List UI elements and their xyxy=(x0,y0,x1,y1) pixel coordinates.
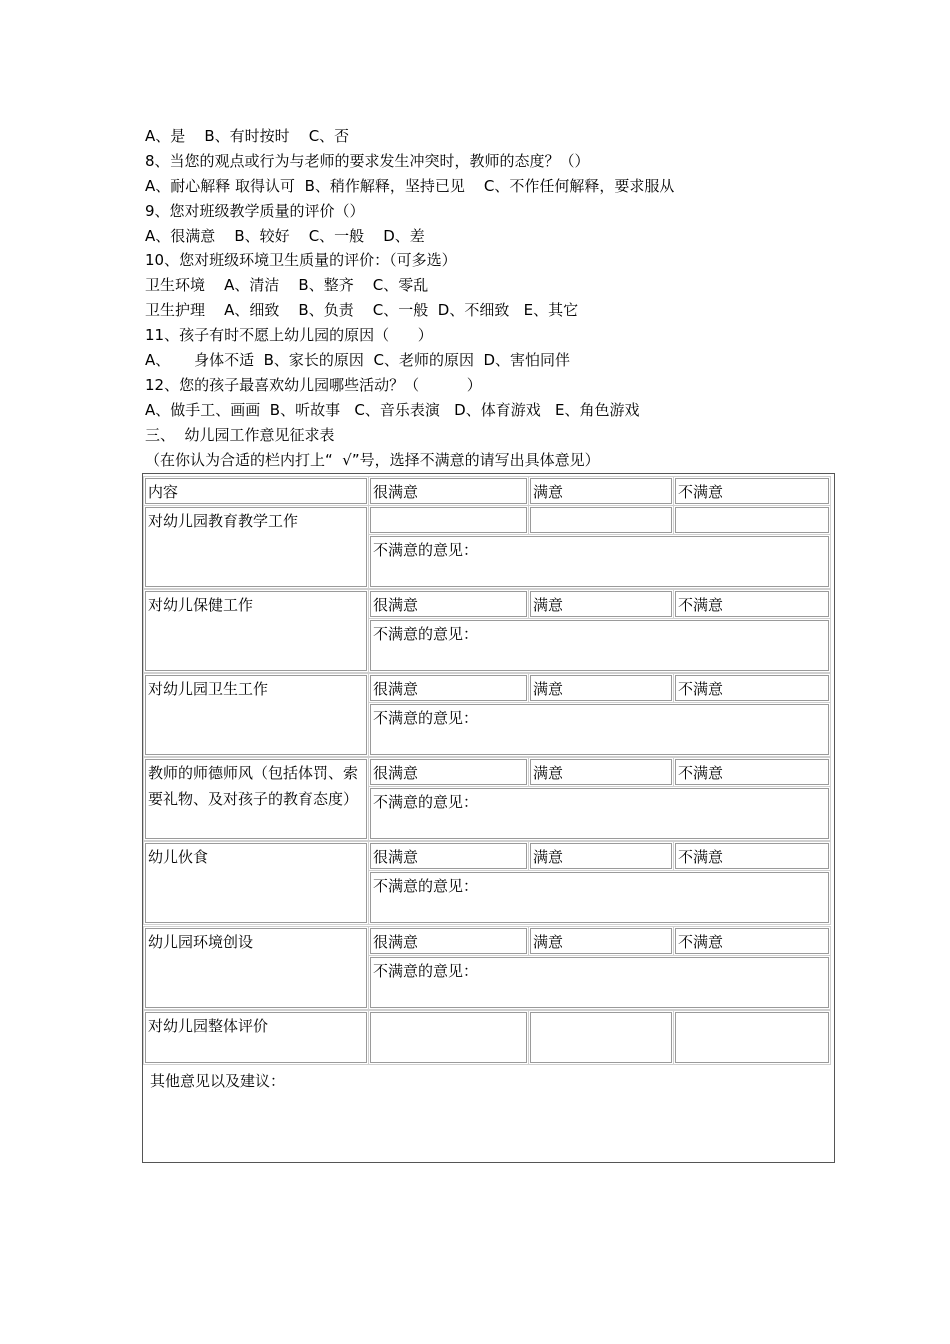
text-line: 卫生环境 A、清洁 B、整齐 C、零乱 xyxy=(145,276,429,295)
text-line: A、 身体不适 B、家长的原因 C、老师的原因 D、害怕同伴 xyxy=(145,351,571,370)
text-line: 8、当您的观点或行为与老师的要求发生冲突时，教师的态度？（） xyxy=(145,151,590,170)
checkbox-cell-very-satisfied[interactable] xyxy=(370,507,527,533)
other-suggestions-label: 其他意见以及建议： xyxy=(150,1072,286,1090)
checkbox-cell-unsatisfied[interactable] xyxy=(675,507,829,533)
text-line: 9、您对班级教学质量的评价（） xyxy=(145,201,365,220)
text-line: A、耐心解释 取得认可 B、稍作解释，坚持已见 C、不作任何解释，要求服从 xyxy=(145,176,675,195)
text-line: 11、孩子有时不愿上幼儿园的原因（ ） xyxy=(145,326,433,345)
text-line: A、很满意 B、较好 C、一般 D、差 xyxy=(145,226,425,245)
option-very-satisfied[interactable]: 很满意 xyxy=(370,928,527,954)
row-label: 对幼儿园整体评价 xyxy=(145,1012,367,1063)
row-label: 幼儿园环境创设 xyxy=(145,928,367,1008)
row-label: 对幼儿园教育教学工作 xyxy=(145,507,367,587)
opinion-field[interactable]: 不满意的意见： xyxy=(370,620,829,671)
option-satisfied[interactable]: 满意 xyxy=(530,591,672,617)
option-very-satisfied[interactable]: 很满意 xyxy=(370,591,527,617)
opinion-field[interactable]: 不满意的意见： xyxy=(370,957,829,1008)
text-line: 10、您对班级环境卫生质量的评价：（可多选） xyxy=(145,251,457,270)
text-line: 卫生护理 A、细致 B、负责 C、一般 D、不细致 E、其它 xyxy=(145,301,579,320)
option-unsatisfied[interactable]: 不满意 xyxy=(675,928,829,954)
opinion-field[interactable]: 不满意的意见： xyxy=(370,788,829,839)
option-satisfied[interactable]: 满意 xyxy=(530,843,672,869)
option-unsatisfied[interactable]: 不满意 xyxy=(675,675,829,701)
option-unsatisfied[interactable]: 不满意 xyxy=(675,591,829,617)
checkbox-cell-unsatisfied[interactable] xyxy=(675,1012,829,1063)
checkbox-cell-very-satisfied[interactable] xyxy=(370,1012,527,1063)
header-unsatisfied: 不满意 xyxy=(675,478,829,504)
checkbox-cell-satisfied[interactable] xyxy=(530,1012,672,1063)
opinion-field[interactable]: 不满意的意见： xyxy=(370,704,829,755)
text-line: A、做手工、画画 B、听故事 C、音乐表演 D、体育游戏 E、角色游戏 xyxy=(145,400,640,419)
row-label: 对幼儿保健工作 xyxy=(145,591,367,671)
option-very-satisfied[interactable]: 很满意 xyxy=(370,759,527,785)
row-label: 幼儿伙食 xyxy=(145,843,367,923)
text-line: A、是 B、有时按时 C、否 xyxy=(145,127,350,145)
option-satisfied[interactable]: 满意 xyxy=(530,759,672,785)
opinion-field[interactable]: 不满意的意见： xyxy=(370,872,829,923)
option-unsatisfied[interactable]: 不满意 xyxy=(675,759,829,785)
header-satisfied: 满意 xyxy=(530,478,672,504)
option-unsatisfied[interactable]: 不满意 xyxy=(675,843,829,869)
instruction-text: （在你认为合适的栏内打上“ √”号，选择不满意的请写出具体意见） xyxy=(145,450,600,469)
checkbox-cell-satisfied[interactable] xyxy=(530,507,672,533)
section-title: 三、 幼儿园工作意见征求表 xyxy=(145,425,335,444)
row-label: 对幼儿园卫生工作 xyxy=(145,675,367,755)
header-content: 内容 xyxy=(145,478,367,504)
row-label: 教师的师德师风（包括体罚、索要礼物、及对孩子的教育态度） xyxy=(145,759,367,839)
option-very-satisfied[interactable]: 很满意 xyxy=(370,843,527,869)
header-very-satisfied: 很满意 xyxy=(370,478,527,504)
option-very-satisfied[interactable]: 很满意 xyxy=(370,675,527,701)
opinion-field[interactable]: 不满意的意见： xyxy=(370,536,829,587)
option-satisfied[interactable]: 满意 xyxy=(530,928,672,954)
question-text-block xyxy=(145,124,845,472)
text-line: 12、您的孩子最喜欢幼儿园哪些活动？（ ） xyxy=(145,375,482,394)
option-satisfied[interactable]: 满意 xyxy=(530,675,672,701)
